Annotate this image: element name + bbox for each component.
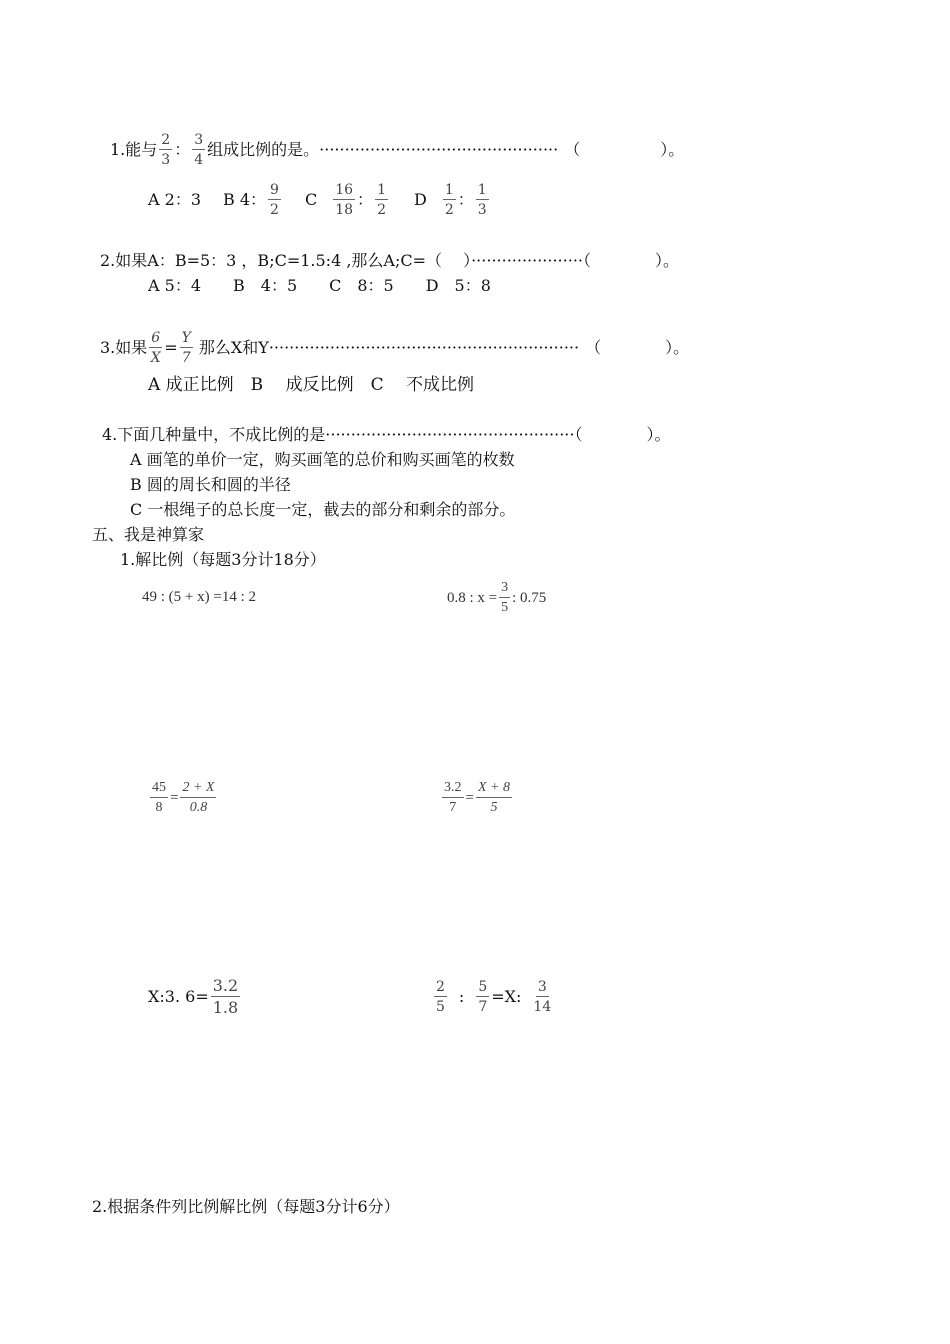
equation-1: 49 : (5 + x) =14 : 2 [142, 589, 256, 605]
q2-options: A 5：4 B 4：5 C 8：5 D 5：8 [148, 276, 491, 295]
answer-blank: （ ）。 [564, 140, 685, 159]
leader-dots: ····························································· [268, 338, 580, 357]
equation-3: $\frac{45}{8}$ = $\frac{2 + X}{0.8}$ [152, 780, 215, 815]
option-a: A 2：3 [148, 190, 202, 209]
question-3: 3.如果 $\frac{6}{X}$ = $\frac{Y}{7}$ 那么X和Y ····························································· （ ）。 [100, 330, 690, 366]
q1-options [148, 178, 491, 222]
equation-6: $\frac{2}{5}$ : $\frac{5}{7}$ =X: $\frac{3}{14}$ [436, 979, 552, 1015]
question-2: 2.如果A：B=5：3 ，B;C=1.5:4 ,那么A;C=（ ）······················（ ）。 [100, 251, 679, 270]
section-sub-2: 2.根据条件列比例解比例（每题3分计6分） [92, 1197, 400, 1216]
fraction: $\frac{3}{4}$ [194, 132, 204, 168]
fraction: $\frac{2}{3}$ [161, 132, 171, 168]
q3-options: A 成正比例 B 成反比例 C 不成比例 [148, 375, 474, 395]
q4-option-a: A 画笔的单价一定，购买画笔的总价和购买画笔的枚数 [130, 450, 515, 469]
question-4: 4.下面几种量中，不成比例的是·················································（ ）。 [102, 425, 671, 444]
section-title: 五、我是神算家 [92, 525, 205, 544]
option-d: D $\frac{1}{2}$ ： $\frac{1}{3}$ [413, 182, 487, 218]
answer-blank: （ ）。 [585, 338, 690, 357]
question-1: 1. 能与 $\frac{2}{3}$ ： $\frac{3}{4}$ 组成比例的是。 ··············································· （ ）。 [110, 132, 685, 168]
option-c: C $\frac{16}{18}$ ： $\frac{1}{2}$ [304, 182, 386, 218]
option-b: B 4： $\frac{9}{2}$ [223, 182, 279, 218]
section-sub-1: 1.解比例（每题3分计18分） [120, 550, 326, 569]
q1-stem-before: 1. [110, 140, 126, 159]
equation-4: $\frac{3.2}{7}$ = $\frac{X + 8}{5}$ [444, 780, 510, 815]
leader-dots: ··············································· [319, 140, 559, 159]
equation-2: 0.8 : x = $\frac{3}{5}$ : 0.75 [447, 580, 547, 615]
q4-option-c: C 一根绳子的总长度一定，截去的部分和剩余的部分。 [130, 500, 516, 519]
equation-5: X:3. 6= $\frac{3.2}{1.8}$ [148, 976, 239, 1017]
q4-option-b: B 圆的周长和圆的半径 [130, 475, 291, 494]
q1-stem-after: 组成比例的是。 [207, 140, 320, 159]
